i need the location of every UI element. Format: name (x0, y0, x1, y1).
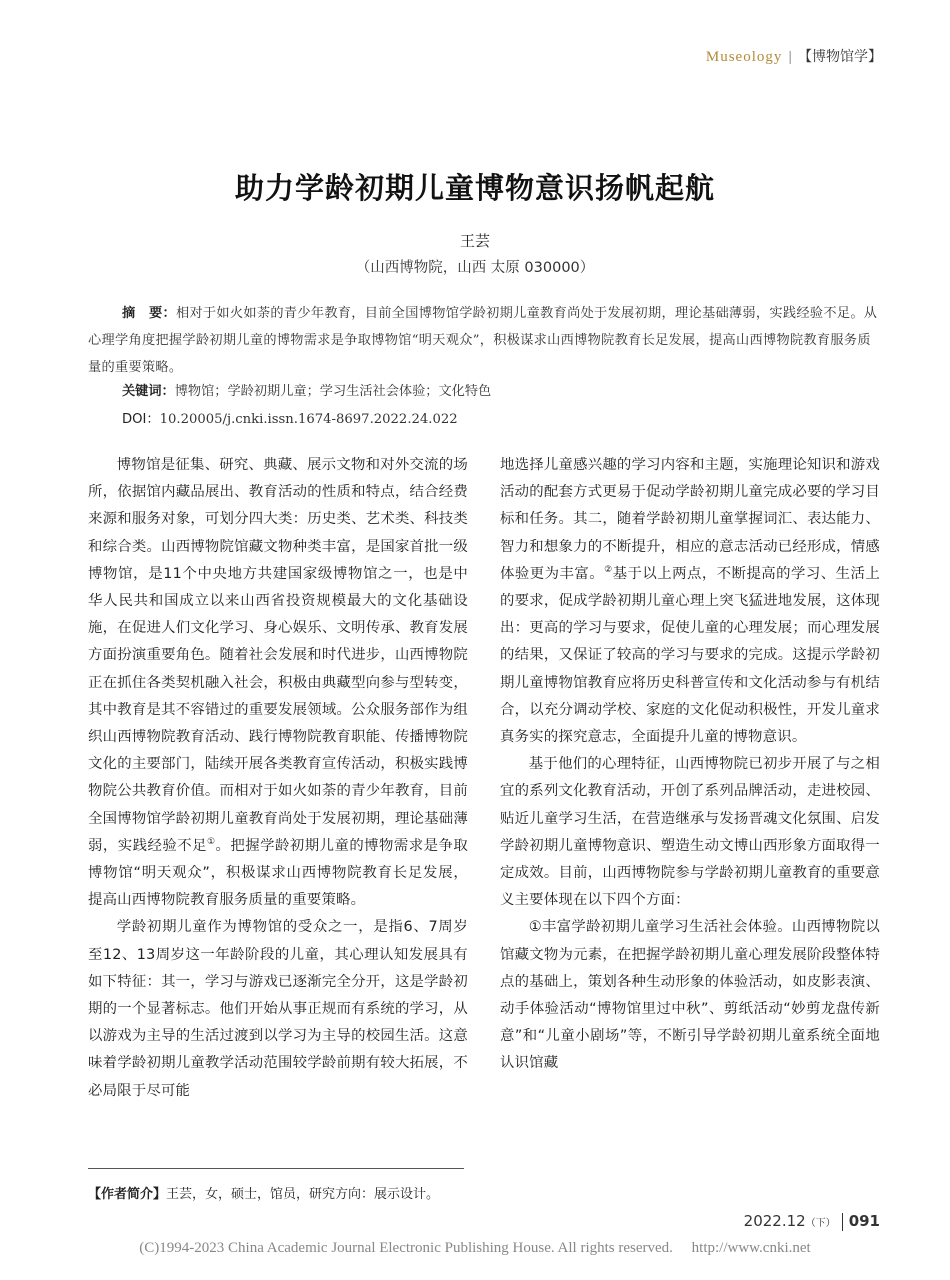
bio-label: 【作者简介】 (88, 1187, 167, 1202)
issue-half: （下） (805, 1218, 836, 1229)
author-bio (88, 1183, 439, 1202)
doi-label: DOI： (122, 412, 160, 427)
copyright-notice: (C)1994-2023 China Academic Journal Electronic Publishing House. All rights reserved. http://www.cnki.net (139, 1240, 811, 1256)
column-name: 【博物馆学】 (798, 48, 882, 64)
bio-text: 王芸，女，硕士，馆员，研究方向：展示设计。 (166, 1187, 440, 1202)
paragraph: 地选择儿童感兴趣的学习内容和主题，实施理论知识和游戏活动的配套方式更易于促动学龄初期儿童完成必要的学习目标和任务。其二，随着学龄初期儿童掌握词汇、表达能力、智力和想象力的不断提升，相应的意志活动已经形成，情感体验更为丰富。②基于以上两点，不断提高的学习、生活上的要求，促成学龄初期儿童心理上突飞猛进地发展，这体现出：更高的学习与要求，促使儿童的心理发展；而心理发展的结果，又保证了较高的学习与要求的完成。这提示学龄初期儿童博物馆教育应将历史科普宣传和文化活动参与有机结合，以充分调动学校、家庭的文化促动积极性，开发儿童求真务实的探究意志，全面提升儿童的博物意识。 (500, 457, 880, 746)
paragraph: 基于他们的心理特征，山西博物院已初步开展了与之相宜的系列文化教育活动，开创了系列品牌活动，走进校园、贴近儿童学习生活，在营造继承与发扬晋魂文化氛围、启发学龄初期儿童博物意识、塑造生动文博山西形象方面取得一定成效。目前，山西博物院参与学龄初期儿童教育的重要意义主要体现在以下四个方面： (500, 756, 880, 909)
body-column-right (500, 452, 880, 1078)
abstract (88, 300, 878, 381)
paragraph: ①丰富学龄初期儿童学习生活社会体验。山西博物院以馆藏文物为元素，在把握学龄初期儿童心理发展阶段整体特点的基础上，策划各种生动形象的体验活动，如皮影表演、动手体验活动“博物馆里过中秋”、剪纸活动“妙剪龙盘传新意”和“儿童小剧场”等，不断引导学龄初期儿童系统全面地认识馆藏 (500, 919, 880, 1072)
footnote-divider (88, 1168, 464, 1169)
doi-text: 10.20005/j.cnki.issn.1674-8697.2022.24.022 (159, 412, 458, 427)
page-number: 091 (848, 1212, 880, 1230)
doi (122, 408, 458, 427)
header-separator: | (788, 48, 792, 64)
issue-date: 2022.12 (743, 1212, 806, 1230)
journal-brand: Museology (705, 49, 783, 65)
footnote-ref: ① (206, 837, 216, 848)
keywords (122, 380, 491, 399)
body-column-left (88, 452, 468, 1105)
paragraph: 学龄初期儿童作为博物馆的受众之一，是指6、7周岁至12、13周岁这一年龄阶段的儿童，其心理认知发展具有如下特征：其一，学习与游戏已逐渐完全分开，这是学龄初期的一个显著标志。他们开始从事正规而有系统的学习，从以游戏为主导的生活过渡到以学习为主导的校园生活。这意味着学龄初期儿童教学活动范围较学龄前期有较大拓展，不必局限于尽可能 (88, 919, 468, 1099)
footer-divider (842, 1213, 843, 1231)
author-name: 王芸 (459, 232, 490, 250)
paragraph: 博物馆是征集、研究、典藏、展示文物和对外交流的场所，依据馆内藏品展出、教育活动的性质和特点，结合经费来源和服务对象，可划分四大类：历史类、艺术类、科技类和综合类。山西博物院馆藏文物种类丰富，是国家首批一级博物馆，是11个中央地方共建国家级博物馆之一，也是中华人民共和国成立以来山西省投资规模最大的文化基础设施，在促进人们文化学习、身心娱乐、文明传承、教育发展方面扮演重要角色。随着社会发展和时代进步，山西博物院正在抓住各类契机融入社会，积极由典藏型向参与型转变，其中教育是其不容错过的重要发展领域。公众服务部作为组织山西博物院教育活动、践行博物院教育职能、传播博物院文化的主要部门，陆续开展各类教育宣传活动，积极实践博物院公共教育价值。而相对于如火如荼的青少年教育，目前全国博物馆学龄初期儿童教育尚处于发展初期，理论基础薄弱，实践经验不足①。把握学龄初期儿童的博物需求是争取博物馆“明天观众”，积极谋求山西博物院教育长足发展，提高山西博物院教育服务质量的重要策略。 (88, 457, 468, 909)
abstract-label: 摘 要： (122, 306, 176, 321)
abstract-text: 相对于如火如荼的青少年教育，目前全国博物馆学龄初期儿童教育尚处于发展初期，理论基础薄弱，实践经验不足。从心理学角度把握学龄初期儿童的博物需求是争取博物馆“明天观众”，积极谋求山西博物院教育长足发展，提高山西博物院教育服务质量的重要策略。 (88, 306, 878, 375)
keywords-label: 关键词： (122, 384, 175, 399)
page-footer (744, 1212, 880, 1231)
running-header (706, 46, 882, 66)
article-title: 助力学龄初期儿童博物意识扬帆起航 (234, 171, 715, 205)
author-affiliation: （山西博物院，山西 太原 030000） (355, 260, 595, 276)
footnote-ref: ② (604, 565, 613, 576)
keywords-text: 博物馆；学龄初期儿童；学习生活社会体验；文化特色 (174, 384, 492, 399)
